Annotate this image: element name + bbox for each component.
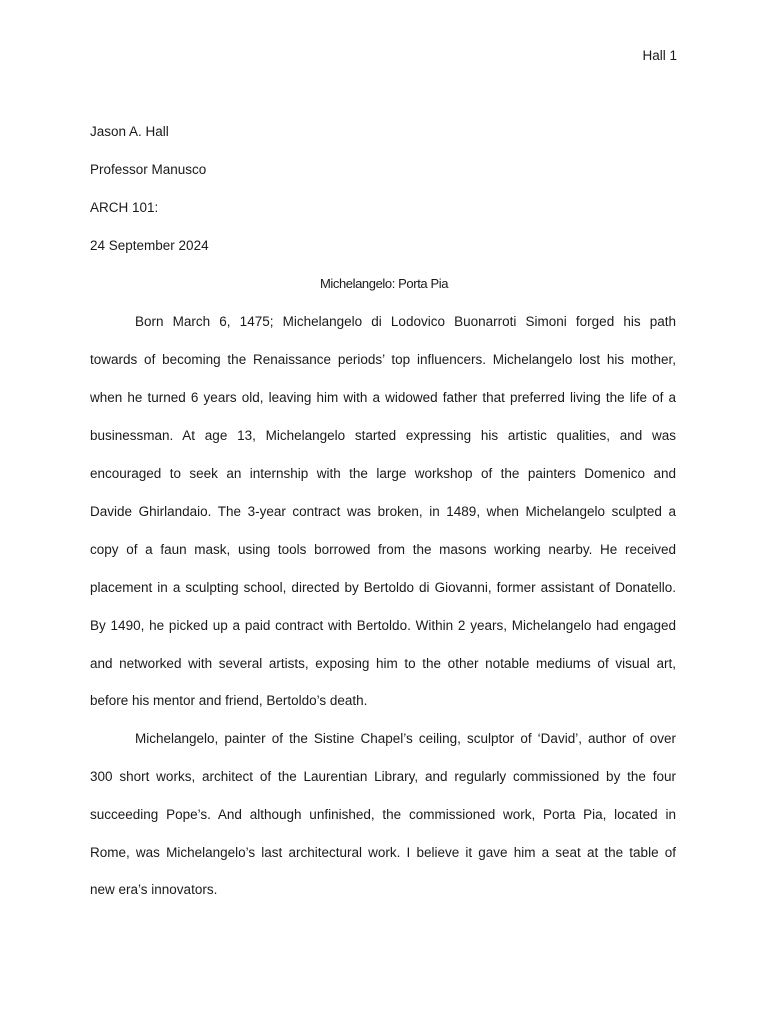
running-head: Hall 1 [642, 48, 677, 63]
paragraph-line: copy of a faun mask, using tools borrowed from the masons working nearby. He received [90, 542, 676, 557]
paragraph-line: towards of becoming the Renaissance periods’ top influencers. Michelangelo lost his mother, [90, 352, 676, 367]
paper-title: Michelangelo: Porta Pia [319, 276, 449, 291]
paragraph-line: before his mentor and friend, Bertoldo’s death. [90, 693, 368, 708]
paragraph-line: Rome, was Michelangelo’s last architectural work. I believe it gave him a seat at the table of [90, 845, 676, 860]
paragraph-line: 300 short works, architect of the Laurentian Library, and regularly commissioned by the four [90, 769, 676, 784]
paragraph-line: Davide Ghirlandaio. The 3-year contract was broken, in 1489, when Michelangelo sculpted a [90, 504, 676, 519]
paragraph-line: placement in a sculpting school, directed by Bertoldo di Giovanni, former assistant of Donatello. [90, 580, 676, 595]
author-name: Jason A. Hall [90, 124, 169, 139]
paragraph-line: Michelangelo, painter of the Sistine Chapel’s ceiling, sculptor of ‘David’, author of over [135, 731, 676, 746]
paragraph-line: businessman. At age 13, Michelangelo started expressing his artistic qualities, and was [90, 428, 676, 443]
paragraph-line: when he turned 6 years old, leaving him with a widowed father that preferred living the life of a [90, 390, 676, 405]
course-name: ARCH 101: [90, 200, 159, 215]
paragraph-line: Born March 6, 1475; Michelangelo di Lodovico Buonarroti Simoni forged his path [135, 314, 676, 329]
paragraph-line: and networked with several artists, exposing him to the other notable mediums of visual art, [90, 656, 676, 671]
instructor-name: Professor Manusco [90, 162, 207, 177]
date: 24 September 2024 [90, 238, 209, 253]
paragraph-line: succeeding Pope’s. And although unfinished, the commissioned work, Porta Pia, located in [90, 807, 676, 822]
paragraph-line: By 1490, he picked up a paid contract with Bertoldo. Within 2 years, Michelangelo had engaged [90, 618, 676, 633]
paragraph-line: encouraged to seek an internship with the large workshop of the painters Domenico and [90, 466, 676, 481]
paragraph-line: new era’s innovators. [90, 882, 218, 897]
